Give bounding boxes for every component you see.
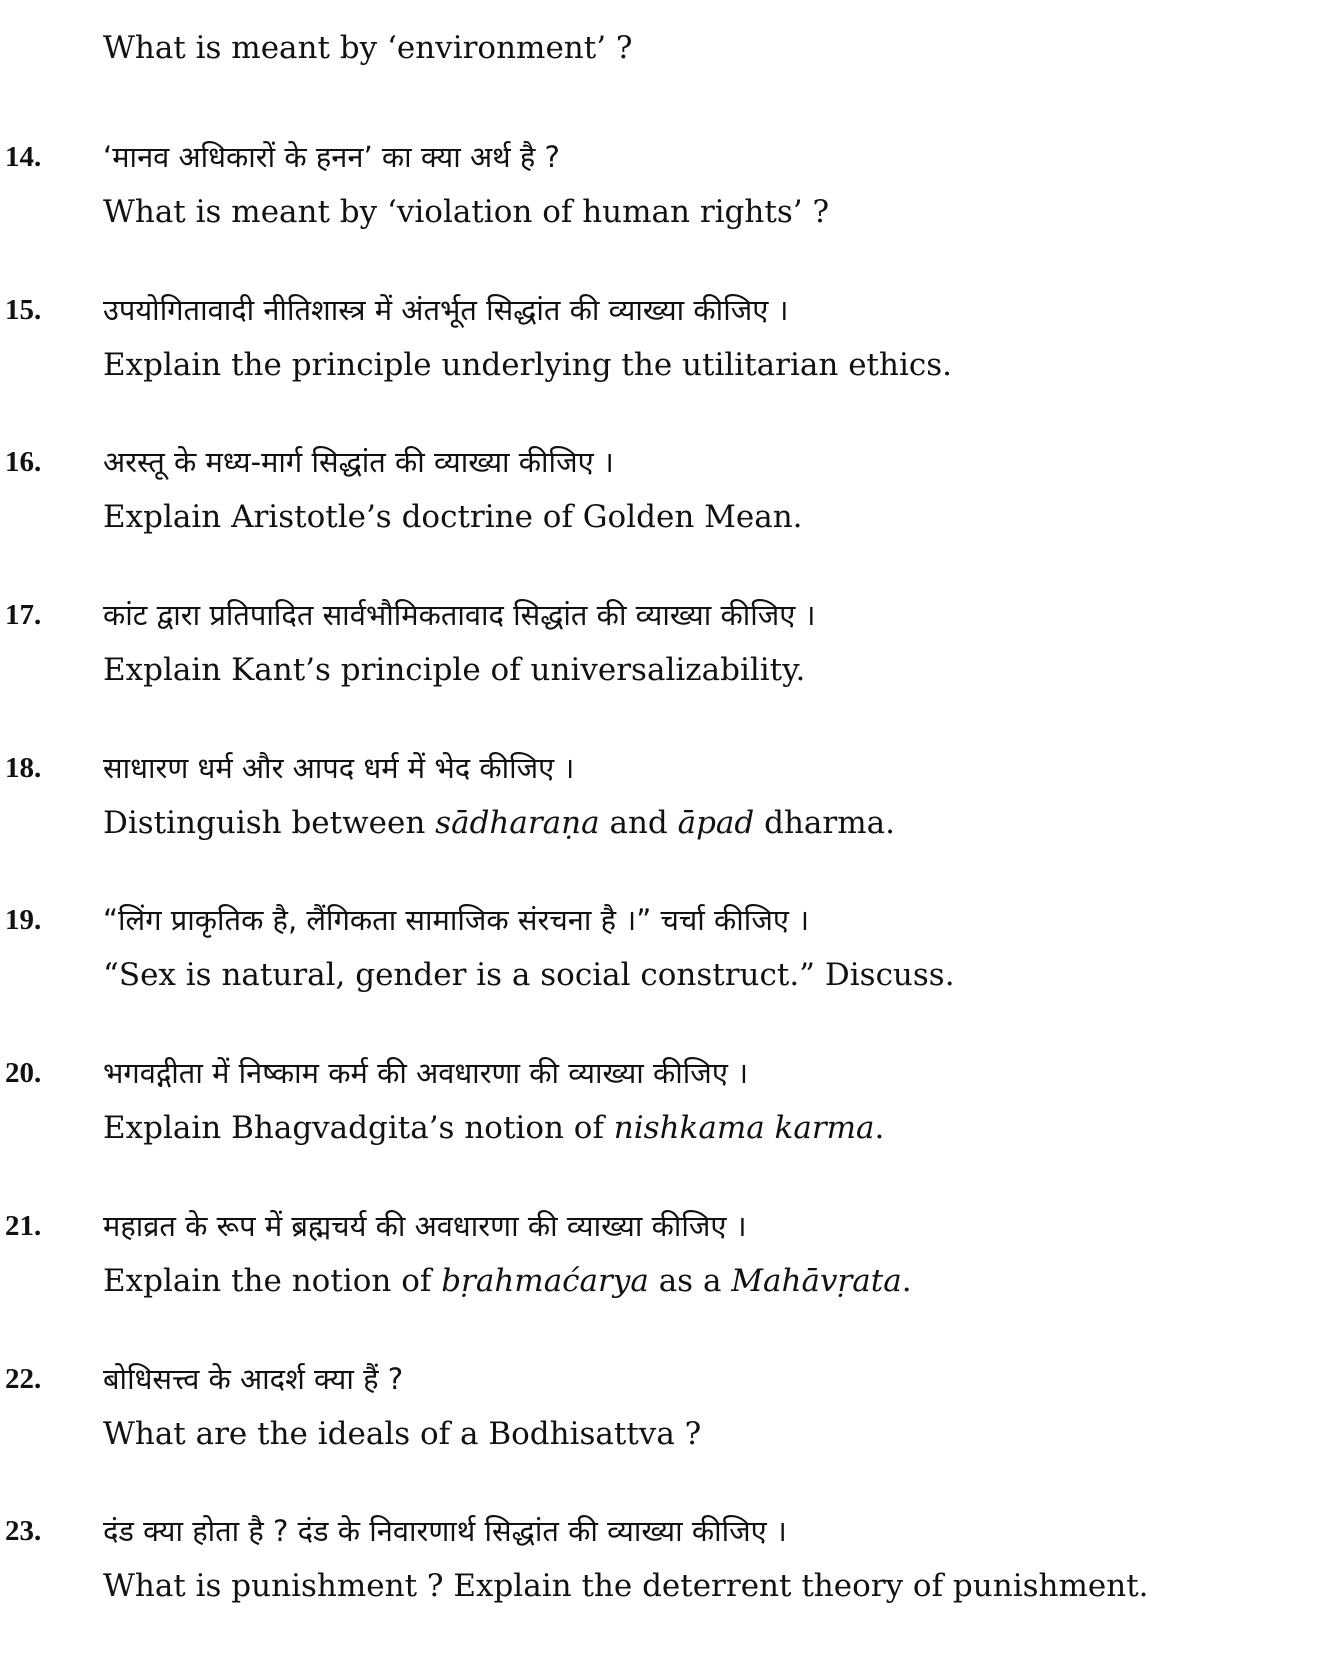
question-english (103, 805, 895, 841)
question-hindi: महाव्रत के रूप में ब्रह्मचर्य की अवधारणा की व्याख्या कीजिए । (103, 1208, 747, 1243)
question-item (0, 1511, 1323, 1664)
question-english (103, 652, 805, 688)
question-hindi: दंड क्या होता है ? दंड के निवारणार्थ सिद्धांत की व्याख्या कीजिए । (103, 1514, 787, 1549)
question-english (103, 499, 803, 535)
question-number: 23. (5, 1515, 42, 1548)
question-number: 19. (5, 904, 42, 937)
question-number: 21. (5, 1209, 42, 1242)
english-text: “Sex is natural, gender is a social construct.” Discuss. (103, 957, 955, 994)
english-text: Explain Kant’s principle of universalizability. (103, 652, 806, 689)
english-text: . (874, 1110, 885, 1147)
question-item (0, 900, 1323, 1053)
english-text: Explain Bhagvadgita’s notion of (103, 1110, 614, 1147)
english-text: Explain the principle underlying the utilitarian ethics. (103, 346, 953, 383)
question-list (0, 137, 1323, 1664)
question-item (0, 595, 1323, 748)
question-hindi: साधारण धर्म और आपद धर्म में भेद कीजिए । (103, 750, 575, 785)
question-item (0, 442, 1323, 595)
italic-term: bṛahmaćarya (441, 1262, 649, 1299)
italic-term: āpad (677, 804, 755, 841)
question-english (103, 957, 955, 993)
question-hindi: “लिंग प्राकृतिक है, लैंगिकता सामाजिक संरचना है ।” चर्चा कीजिए । (103, 903, 810, 938)
question-english (103, 1416, 701, 1452)
english-text: . (901, 1262, 912, 1299)
question-english (103, 1263, 912, 1299)
italic-term: Mahāvṛata (731, 1262, 902, 1299)
english-text: Explain Aristotle’s doctrine of Golden Mean. (103, 499, 803, 536)
question-item (0, 137, 1323, 290)
question-13-english: What is meant by ‘environment’ ? (103, 30, 633, 66)
question-hindi: भगवद्गीता में निष्काम कर्म की अवधारणा की व्याख्या कीजिए । (103, 1056, 749, 1091)
english-text: What are the ideals of a Bodhisattva ? (103, 1415, 702, 1452)
question-number: 15. (5, 293, 42, 326)
question-hindi: उपयोगितावादी नीतिशास्त्र में अंतर्भूत सिद्धांत की व्याख्या कीजिए । (103, 292, 789, 327)
question-english (103, 1110, 884, 1146)
question-item (0, 290, 1323, 443)
question-number: 20. (5, 1057, 42, 1090)
english-text: What is meant by ‘violation of human rights’ ? (103, 194, 830, 230)
question-hindi: बोधिसत्त्व के आदर्श क्या हैं ? (103, 1361, 404, 1396)
question-english (103, 347, 952, 383)
question-number: 16. (5, 446, 42, 479)
english-text: Explain the notion of (103, 1262, 442, 1299)
question-item (0, 748, 1323, 901)
english-text: as a (648, 1262, 732, 1299)
english-text: dharma. (754, 804, 895, 841)
question-english (103, 194, 829, 230)
question-number: 18. (5, 751, 42, 784)
italic-term: sādharaṇa (435, 804, 600, 841)
question-hindi: कांट द्वारा प्रतिपादित सार्वभौमिकतावाद सिद्धांत की व्याख्या कीजिए । (103, 598, 816, 633)
question-item (0, 1053, 1323, 1206)
question-hindi: ‘मानव अधिकारों के हनन’ का क्या अर्थ है ? (103, 140, 560, 174)
question-number: 14. (5, 141, 42, 173)
english-text: What is punishment ? Explain the deterrent theory of punishment. (103, 1568, 1149, 1605)
question-item (0, 1359, 1323, 1512)
italic-term: nishkama karma (613, 1110, 875, 1147)
question-item (0, 1206, 1323, 1359)
question-english (103, 1568, 1149, 1604)
english-text: Distinguish between (103, 804, 436, 841)
question-number: 22. (5, 1362, 42, 1395)
question-hindi: अरस्तू के मध्य-मार्ग सिद्धांत की व्याख्या कीजिए । (103, 445, 614, 480)
english-text: and (599, 804, 678, 841)
question-number: 17. (5, 599, 42, 632)
